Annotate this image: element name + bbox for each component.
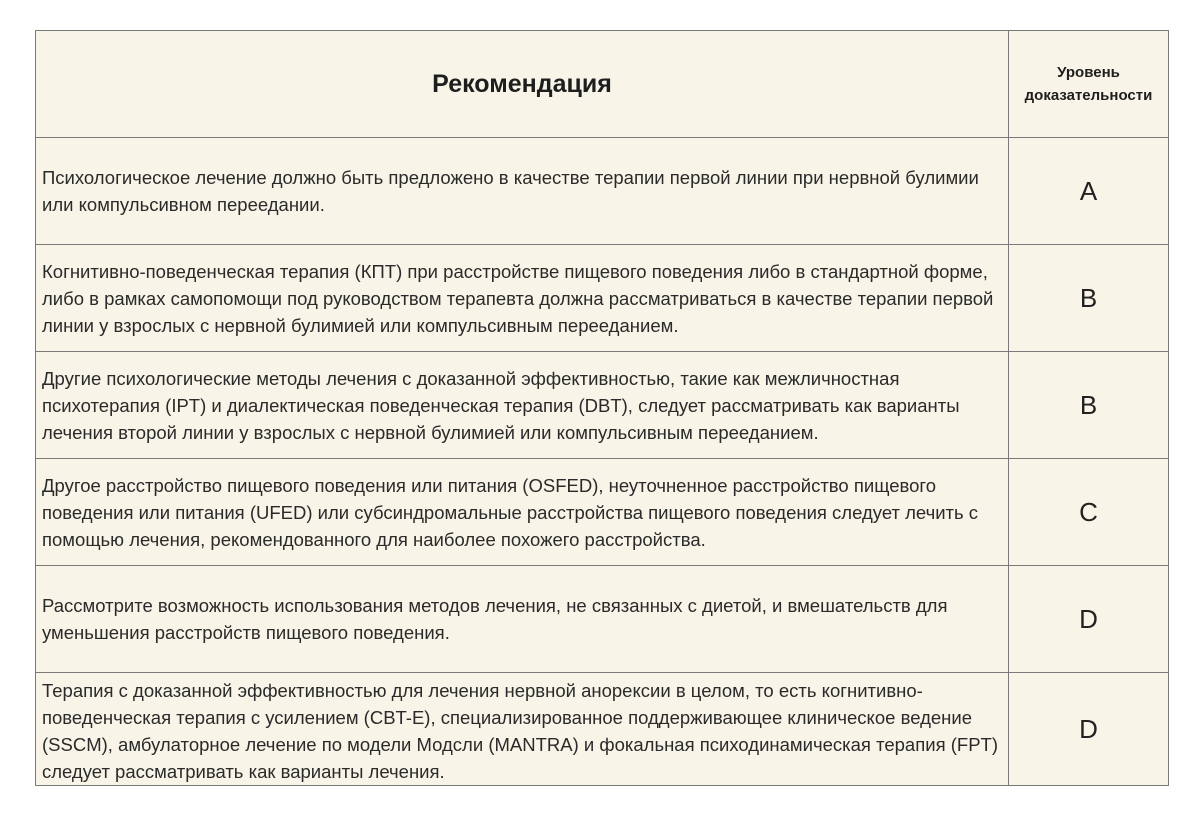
evidence-level: D: [1009, 673, 1169, 786]
header-evidence-level-label: Уровень доказательности: [1024, 64, 1153, 104]
recommendation-text: Другие психологические методы лечения с доказанной эффективностью, такие как межличностная психотерапия (IPT) и диалектическая поведенческая терапия (DBT), следует рассматривать как варианты лечения второй линии у взрослых с нервной булимией или компульсивным перееданием.: [36, 352, 1009, 459]
table-row: [36, 245, 1169, 352]
evidence-level: D: [1009, 566, 1169, 673]
table-header-row: [36, 31, 1169, 138]
recommendation-text: Рассмотрите возможность использования методов лечения, не связанных с диетой, и вмешательств для уменьшения расстройств пищевого поведения.: [36, 566, 1009, 673]
recommendation-text: Когнитивно-поведенческая терапия (КПТ) при расстройстве пищевого поведения либо в стандартной форме, либо в рамках самопомощи под руководством терапевта должна рассматриваться в качестве терапии первой линии у взрослых с нервной булимией или компульсивным перееданием.: [36, 245, 1009, 352]
recommendation-text: Терапия с доказанной эффективностью для лечения нервной анорексии в целом, то есть когнитивно-поведенческая терапия с усилением (CBT-E), специализированное поддерживающее клиническое ведение (SSCM), амбулаторное лечение по модели Модсли (MANTRA) и фокальная психодинамическая терапия (FPT) следует рассматривать как варианты лечения.: [36, 673, 1009, 786]
header-recommendation: Рекомендация: [36, 31, 1009, 138]
evidence-level: A: [1009, 138, 1169, 245]
table-row: [36, 138, 1169, 245]
table-row: [36, 459, 1169, 566]
recommendations-table: [35, 30, 1169, 786]
evidence-level: C: [1009, 459, 1169, 566]
evidence-level: B: [1009, 245, 1169, 352]
table-row: [36, 673, 1169, 786]
table-row: [36, 566, 1169, 673]
table-row: [36, 352, 1169, 459]
header-evidence-level: [1009, 31, 1169, 138]
recommendation-text: Другое расстройство пищевого поведения или питания (OSFED), неуточненное расстройство пищевого поведения или питания (UFED) или субсиндромальные расстройства пищевого поведения следует лечить с помощью лечения, рекомендованного для наиболее похожего расстройства.: [36, 459, 1009, 566]
evidence-level: B: [1009, 352, 1169, 459]
recommendation-text: Психологическое лечение должно быть предложено в качестве терапии первой линии при нервной булимии или компульсивном переедании.: [36, 138, 1009, 245]
